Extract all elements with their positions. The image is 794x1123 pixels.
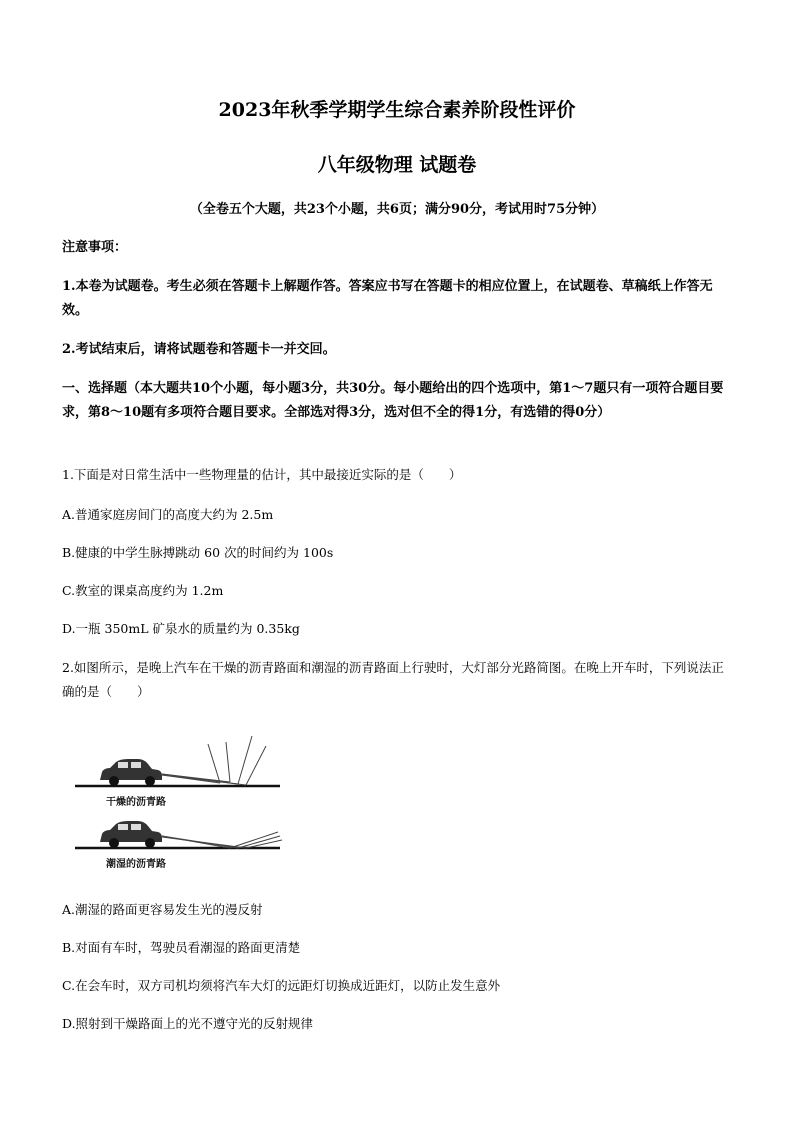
- note-item-2: 2.考试结束后，请将试题卷和答题卡一并交回。: [62, 342, 336, 357]
- q2-headlight-figure: [70, 732, 290, 882]
- q2-stem: 2.如图所示，是晚上汽车在干燥的沥青路面和潮湿的沥青路面上行驶时，大灯部分光路简图。在晚上开车时，下列说法正确的是（ ）: [62, 660, 724, 699]
- q1-option-c: C.教室的课桌高度约为 1.2m: [62, 583, 224, 598]
- q2-option-c: C.在会车时，双方司机均须将汽车大灯的远距灯切换成近距灯，以防止发生意外: [62, 978, 501, 993]
- dry-road-diagram: [75, 736, 280, 808]
- note-item-1: 1.本卷为试题卷。考生必须在答题卡上解题作答。答案应书写在答题卡的相应位置上，在试题卷、草稿纸上作答无效。: [62, 279, 713, 318]
- section1-heading: 一、选择题（本大题共10个小题，每小题3分，共30分。每小题给出的四个选项中，第1～7题只有一项符合题目要求，第8～10题有多项符合题目要求。全部选对得3分，选对但不全的得1分，有选错的得0分）: [62, 381, 724, 420]
- paper-subtitle: 八年级物理 试题卷: [317, 154, 477, 176]
- q2-option-d: D.照射到干燥路面上的光不遵守光的反射规律: [62, 1016, 314, 1031]
- wet-road-label: 潮湿的沥青路: [106, 859, 166, 870]
- q1-option-b: B.健康的中学生脉搏跳动 60 次的时间约为 100s: [62, 545, 334, 560]
- q2-option-a: A.潮湿的路面更容易发生光的漫反射: [62, 902, 263, 917]
- q1-stem: 1.下面是对日常生活中一些物理量的估计，其中最接近实际的是（ ）: [62, 467, 462, 482]
- notes-heading: 注意事项：: [62, 240, 128, 255]
- car-icon: [100, 759, 162, 786]
- q2-option-b: B.对面有车时，驾驶员看潮湿的路面更清楚: [62, 940, 301, 955]
- paper-info: （全卷五个大题，共23个小题，共6页；满分90分，考试用时75分钟）: [189, 202, 605, 217]
- q1-option-a: A.普通家庭房间门的高度大约为 2.5m: [62, 507, 274, 522]
- car-icon: [100, 821, 162, 848]
- dry-road-label: 干燥的沥青路: [106, 797, 166, 808]
- paper-title: 2023年秋季学期学生综合素养阶段性评价: [218, 99, 576, 121]
- q1-option-d: D.一瓶 350mL 矿泉水的质量约为 0.35kg: [62, 621, 300, 636]
- wet-road-diagram: [75, 821, 282, 870]
